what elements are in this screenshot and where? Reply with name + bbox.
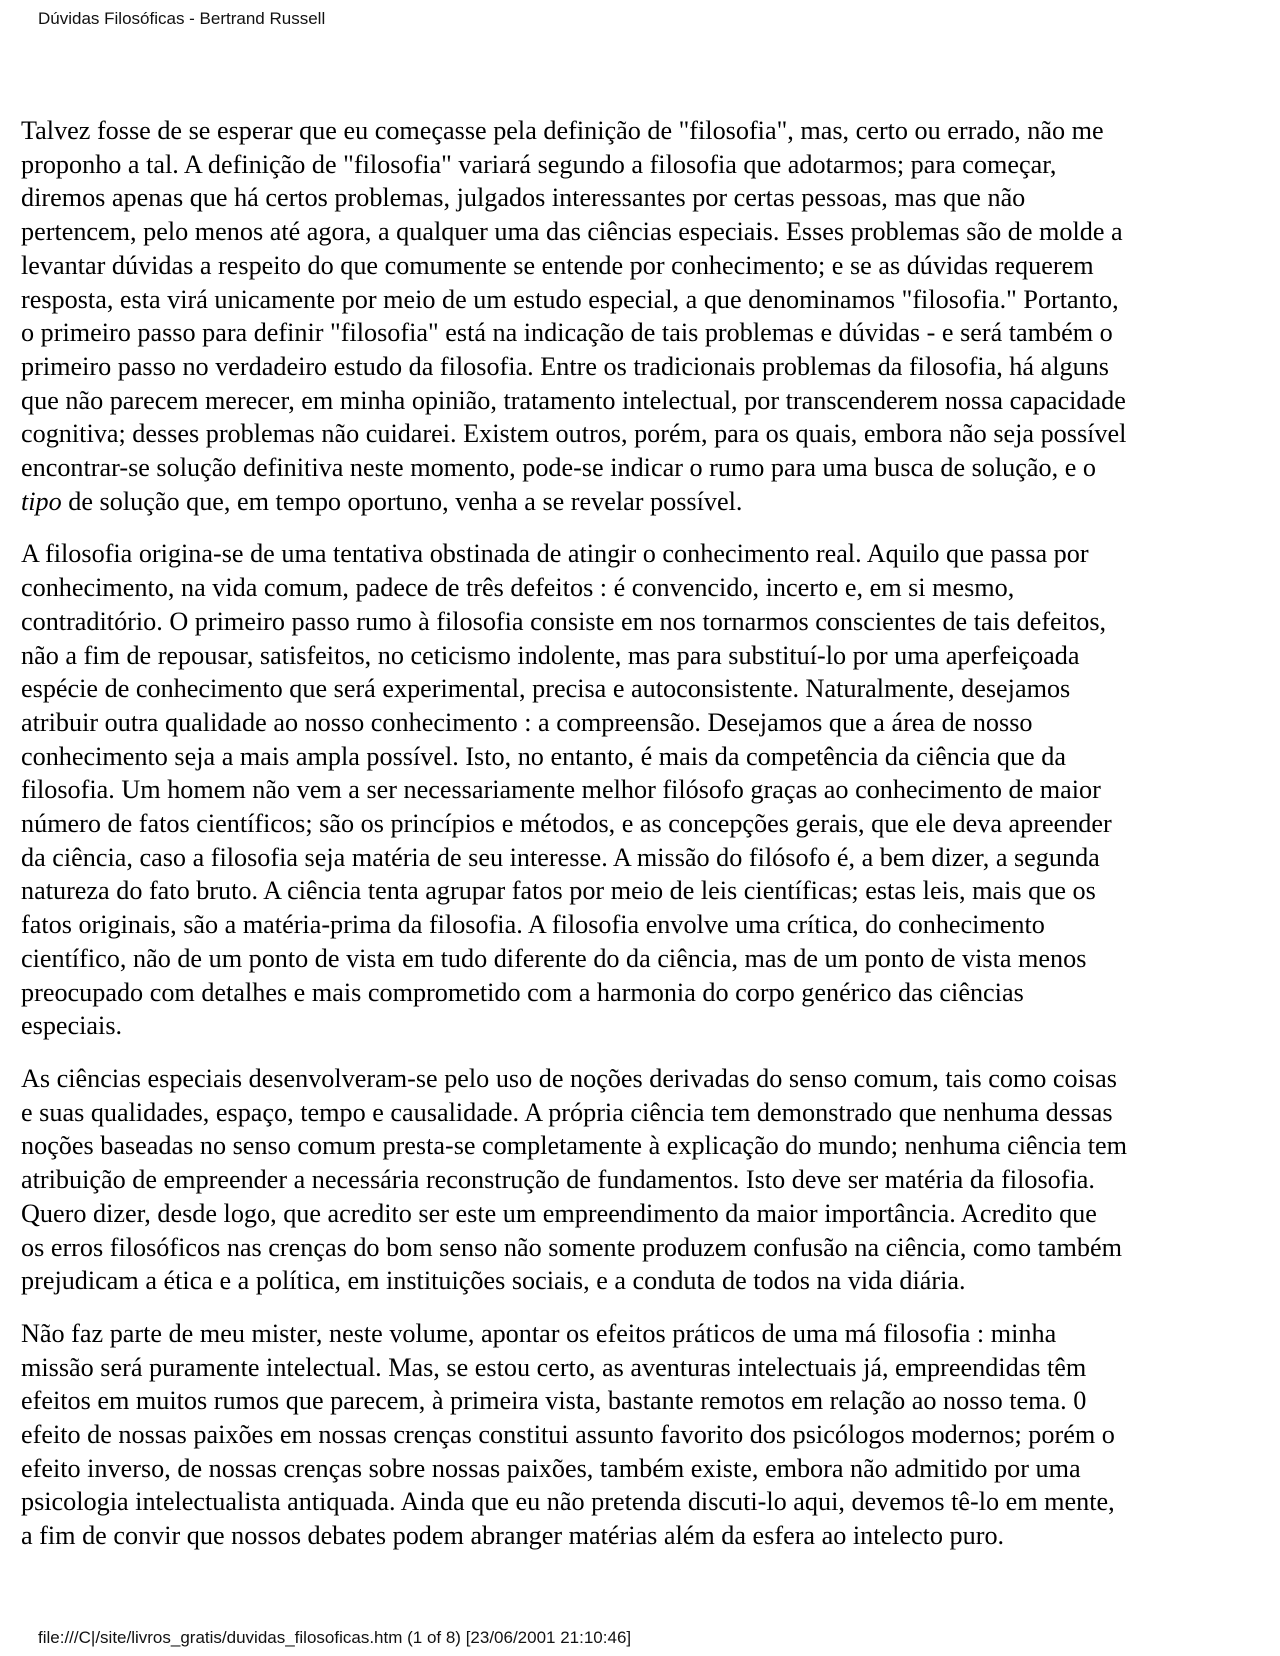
text-line: não a fim de repousar, satisfeitos, no ceticismo indolente, mas para substituí-lo por uma aperfeiçoada xyxy=(21,640,1080,670)
page-header-title: Dúvidas Filosóficas - Bertrand Russell xyxy=(38,9,326,28)
text-line-last xyxy=(21,485,1270,519)
text-line: diremos apenas que há certos problemas, julgados interessantes por certas pessoas, mas que não xyxy=(21,183,1026,213)
text-line: primeiro passo no verdadeiro estudo da filosofia. Entre os tradicionais problemas da filosofia, há alguns xyxy=(21,351,1109,381)
text-line: cognitiva; desses problemas não cuidarei. Existem outros, porém, para os quais, embora não seja possível xyxy=(21,419,1127,449)
text-line: atribuir outra qualidade ao nosso conhecimento : a compreensão. Desejamos que a área de nosso xyxy=(21,707,1033,737)
paragraph-2 xyxy=(21,537,1270,1043)
text-line: conhecimento seja a mais ampla possível. Isto, no entanto, é mais da competência da ciência que da xyxy=(21,741,1066,771)
text-line: noções baseadas no senso comum presta-se completamente à explicação do mundo; nenhuma ciência tem xyxy=(21,1131,1128,1161)
text-line: encontrar-se solução definitiva neste momento, pode-se indicar o rumo para uma busca de solução, e o xyxy=(21,453,1096,483)
document-body xyxy=(21,114,1270,1572)
text-line: pertencem, pelo menos até agora, a qualquer uma das ciências especiais. Esses problemas são de molde a xyxy=(21,217,1123,247)
text-line: que não parecem merecer, em minha opinião, tratamento intelectual, por transcenderem nossa capacidade xyxy=(21,385,1126,415)
text-line: Não faz parte de meu mister, neste volume, apontar os efeitos práticos de uma má filosofia : minha xyxy=(21,1318,1057,1348)
text-line: efeito inverso, de nossas crenças sobre nossas paixões, também existe, embora não admitido por uma xyxy=(21,1453,1081,1483)
text-line: conhecimento, na vida comum, padece de três defeitos : é convencido, incerto e, em si mesmo, xyxy=(21,573,1015,603)
text-line: efeito de nossas paixões em nossas crenças constitui assunto favorito dos psicólogos modernos; porém o xyxy=(21,1420,1115,1450)
text-line: da ciência, caso a filosofia seja matéria de seu interesse. A missão do filósofo é, a bem dizer, a segunda xyxy=(21,842,1100,872)
text-line: natureza do fato bruto. A ciência tenta agrupar fatos por meio de leis científicas; estas leis, mais que os xyxy=(21,876,1096,906)
text-line: e suas qualidades, espaço, tempo e causalidade. A própria ciência tem demonstrado que nenhuma dessas xyxy=(21,1097,1113,1127)
text-line: proponho a tal. A definição de "filosofia" variará segundo a filosofia que adotarmos; para começar, xyxy=(21,149,1057,179)
text-line: A filosofia origina-se de uma tentativa obstinada de atingir o conhecimento real. Aquilo que passa por xyxy=(21,539,1089,569)
text-line: fatos originais, são a matéria-prima da filosofia. A filosofia envolve uma crítica, do conhecimento xyxy=(21,910,1045,940)
text-line: preocupado com detalhes e mais comprometido com a harmonia do corpo genérico das ciências xyxy=(21,977,1024,1007)
text-line: atribuição de empreender a necessária reconstrução de fundamentos. Isto deve ser matéria da filosofia. xyxy=(21,1165,1095,1195)
text-line: científico, não de um ponto de vista em tudo diferente do da ciência, mas de um ponto de vista menos xyxy=(21,943,1087,973)
paragraph-1 xyxy=(21,114,1270,518)
text-line: psicologia intelectualista antiquada. Ainda que eu não pretenda discuti-lo aqui, devemos tê-lo em mente, xyxy=(21,1487,1115,1517)
text-line: prejudicam a ética e a política, em instituições sociais, e a conduta de todos na vida diária. xyxy=(21,1266,966,1296)
text-line: As ciências especiais desenvolveram-se pelo uso de noções derivadas do senso comum, tais como coisas xyxy=(21,1063,1117,1093)
text-line: contraditório. O primeiro passo rumo à filosofia consiste em nos tornarmos conscientes de tais defeitos, xyxy=(21,606,1107,636)
text-line: resposta, esta virá unicamente por meio de um estudo especial, a que denominamos "filosofia." Portanto, xyxy=(21,284,1119,314)
text-line: levantar dúvidas a respeito do que comumente se entende por conhecimento; e se as dúvidas requerem xyxy=(21,250,1094,280)
text-line: Quero dizer, desde logo, que acredito ser este um empreendimento da maior importância. Acredito que xyxy=(21,1198,1097,1228)
text-line: os erros filosóficos nas crenças do bom senso não somente produzem confusão na ciência, como também xyxy=(21,1232,1123,1262)
text-line: o primeiro passo para definir "filosofia" está na indicação de tais problemas e dúvidas - e será também o xyxy=(21,318,1113,348)
text-line-rest: de solução que, em tempo oportuno, venha a se revelar possível. xyxy=(61,486,743,516)
text-line: número de fatos científicos; são os princípios e métodos, e as concepções gerais, que ele deva apreender xyxy=(21,809,1112,839)
text-line: a fim de convir que nossos debates podem abranger matérias além da esfera ao intelecto puro. xyxy=(21,1521,1005,1551)
text-line: filosofia. Um homem não vem a ser necessariamente melhor filósofo graças ao conhecimento de maior xyxy=(21,775,1101,805)
paragraph-3 xyxy=(21,1062,1270,1298)
paragraph-4 xyxy=(21,1317,1270,1553)
text-line: efeitos em muitos rumos que parecem, à primeira vista, bastante remotos em relação ao nosso tema. 0 xyxy=(21,1386,1087,1416)
page-footer-url: file:///C|/site/livros_gratis/duvidas_filosoficas.htm (1 of 8) [23/06/2001 21:10:46] xyxy=(38,1628,632,1647)
text-line: missão será puramente intelectual. Mas, se estou certo, as aventuras intelectuais já, empreendidas têm xyxy=(21,1352,1087,1382)
text-line: espécie de conhecimento que será experimental, precisa e autoconsistente. Naturalmente, desejamos xyxy=(21,674,1071,704)
text-line: Talvez fosse de se esperar que eu começasse pela definição de "filosofia", mas, certo ou errado, não me xyxy=(21,116,1104,145)
italic-word: tipo xyxy=(21,486,62,516)
text-line: especiais. xyxy=(21,1011,123,1041)
